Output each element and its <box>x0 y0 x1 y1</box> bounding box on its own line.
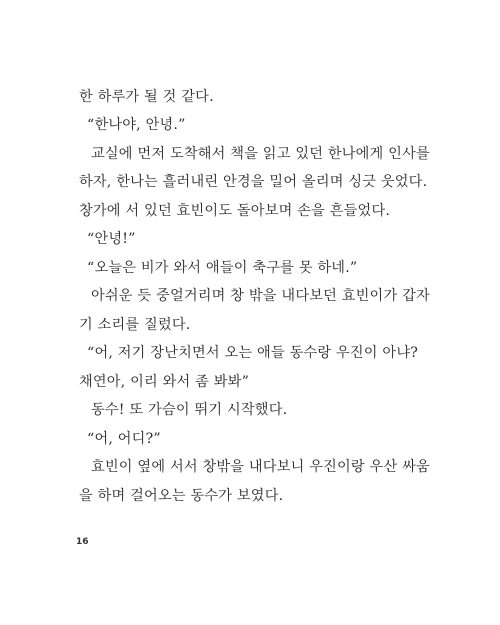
text-line: 채연아, 이리 와서 좀 봐봐” <box>79 374 250 390</box>
text-line: 창가에 서 있던 효빈이도 돌아보며 손을 흔들었다. <box>79 203 391 219</box>
text-line: 아쉬운 듯 중얼거리며 창 밖을 내다보던 효빈이가 갑자 <box>91 288 430 304</box>
text-line: 하자, 한나는 흘러내린 안경을 밀어 올리며 싱긋 웃었다. <box>79 174 428 190</box>
page-number: 16 <box>76 537 89 547</box>
text-line: 동수! 또 가슴이 뛰기 시작했다. <box>91 402 288 418</box>
text-line: “안녕!” <box>87 231 136 247</box>
text-line: “어, 저기 장난치면서 오는 애들 동수랑 우진이 아냐? <box>87 345 419 361</box>
text-line: “오늘은 비가 와서 애들이 축구를 못 하네.” <box>87 260 358 276</box>
text-line: 한 하루가 될 것 같다. <box>79 89 214 105</box>
text-line: “한나야, 안녕.” <box>87 117 186 133</box>
text-line: “어, 어디?” <box>87 431 161 447</box>
text-line: 효빈이 옆에 서서 창밖을 내다보니 우진이랑 우산 싸움 <box>91 459 430 475</box>
text-line: 교실에 먼저 도착해서 책을 읽고 있던 한나에게 인사를 <box>91 146 430 162</box>
text-line: 을 하며 걸어오는 동수가 보였다. <box>79 488 284 504</box>
text-line: 기 소리를 질렀다. <box>79 317 191 333</box>
